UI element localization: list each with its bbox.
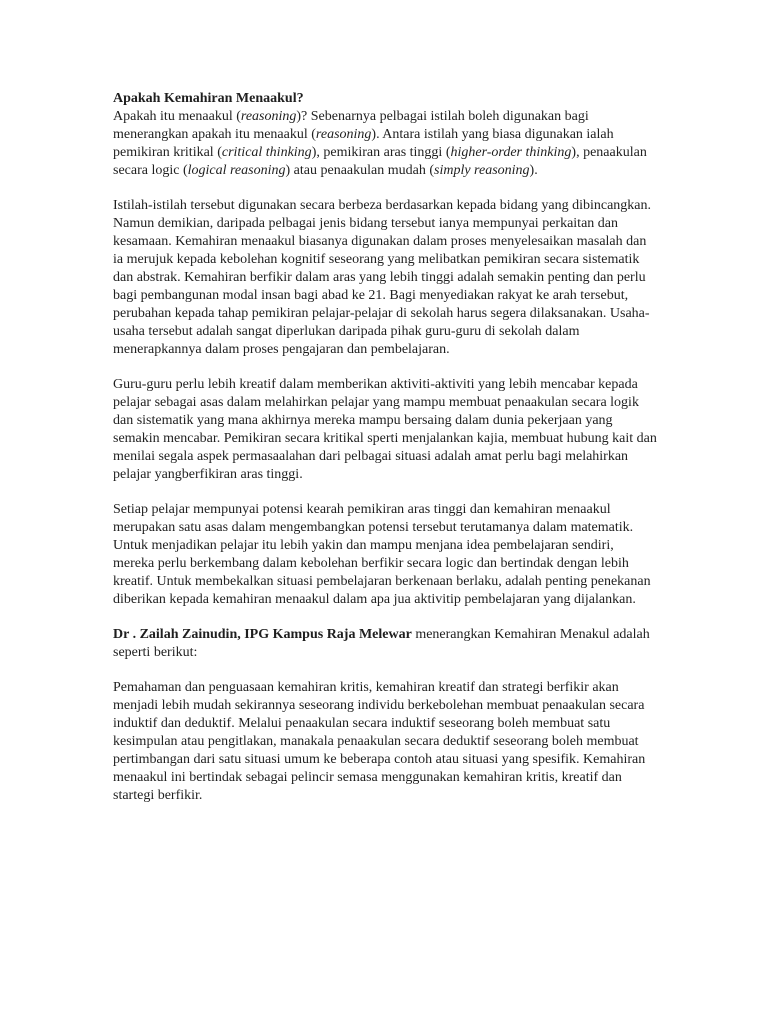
p1-text-i: ), penaakulan secara logic ( [113, 145, 647, 178]
paragraph-intro [113, 108, 658, 180]
p1-term-logical-reasoning: logical reasoning [187, 163, 286, 178]
paragraph-students: Setiap pelajar mempunyai potensi kearah pemikiran aras tinggi dan kemahiran menaakul merupakan satu asas dalam mengembangkan potensi tersebut terutamanya dalam matematik. Untuk menjadikan pelajar itu lebih yakin dan mampu menjana idea pembelajaran sendiri, mereka perlu berkembang dalam kebolehan berfikir secara logic dan bertindak dengan lebih kreatif. Untuk membekalkan situasi pembelajaran berkenaan berlaku, adalah penting penekanan diberikan kepada kemahiran menaakul dalam apa jua aktivitip pembelajaran yang dijalankan. [113, 502, 651, 607]
paragraph-definition: Pemahaman dan penguasaan kemahiran kritis, kemahiran kreatif dan strategi berfikir akan menjadi lebih mudah sekirannya seseorang individu berkebolehan membuat penaakulan secara induktif dan deduktif. Melalui penaakulan secara induktif seseorang boleh membuat satu kesimpulan atau pengitlakan, manakala penaakulan secara deduktif seseorang boleh membuat pertimbangan dari satu situasi umum ke beberapa contoh atau situasi yang spesifik. Kemahiran menaakul ini bertindak sebagai pelincir semasa menggunakan kemahiran kritis, kreatif dan startegi berfikir. [113, 680, 646, 803]
p1-term-critical-thinking: critical thinking [221, 145, 312, 160]
citation-text: menerangkan Kemahiran Menakul adalah seperti berikut: [113, 627, 650, 660]
p1-term-reasoning-2: reasoning [315, 127, 372, 142]
p1-text-k: ) atau penaakulan mudah ( [285, 163, 434, 178]
author-name: Dr . Zailah Zainudin, IPG Kampus Raja Melewar [113, 627, 412, 642]
p1-term-reasoning-1: reasoning [240, 109, 297, 124]
p1-text-a: Apakah itu menaakul ( [113, 109, 241, 124]
paragraph-citation [113, 626, 658, 662]
paragraph-terms: Istilah-istilah tersebut digunakan secara berbeza berdasarkan kepada bidang yang dibincangkan. Namun demikian, daripada pelbagai jenis bidang tersebut ianya mempunyai perkaitan dan kesamaan. Kemahiran menaakul biasanya digunakan dalam proses menyelesaikan masalah dan ia merujuk kepada kebolehan kognitif seseorang yang melibatkan pemikiran secara sistematik dan abstrak. Kemahiran berfikir dalam aras yang lebih tinggi adalah semakin penting dan perlu bagi pembangunan modal insan bagi abad ke 21. Bagi menyediakan rakyat ke arah tersebut, perubahan kepada tahap pemikiran pelajar-pelajar di sekolah harus segera dilaksanakan. Usaha-usaha tersebut adalah sangat diperlukan daripada pihak guru-guru di sekolah dalam menerapkannya dalam proses pengajaran dan pembelajaran. [113, 198, 652, 357]
p1-text-g: ), pemikiran aras tinggi ( [311, 145, 451, 160]
p1-term-simply-reasoning: simply reasoning [434, 163, 530, 178]
p1-text-c: )? Sebenarnya pelbagai istilah boleh digunakan bagi menerangkan apakah itu menaakul ( [113, 109, 589, 142]
p1-term-higher-order-thinking: higher-order thinking [450, 145, 572, 160]
p1-text-e: ). Antara istilah yang biasa digunakan ialah pemikiran kritikal ( [113, 127, 614, 160]
document-title: Apakah Kemahiran Menaakul? [113, 91, 304, 106]
paragraph-teachers: Guru-guru perlu lebih kreatif dalam memberikan aktiviti-aktiviti yang lebih mencabar kepada pelajar sebagai asas dalam melahirkan pelajar yang mampu membuat penaakulan secara logik dan sistematik yang mana akhirnya mereka mampu bersaing dalam dunia pekerjaan yang semakin mencabar. Pemikiran secara kritikal sperti menjalankan kajia, membuat hubung kait dan menilai segala aspek permasaalahan dari pelbagai situasi adalah amat perlu bagi melahirkan pelajar yangberfikiran aras tinggi. [113, 377, 657, 482]
document-page [113, 90, 658, 822]
p1-text-m: ). [529, 163, 538, 178]
